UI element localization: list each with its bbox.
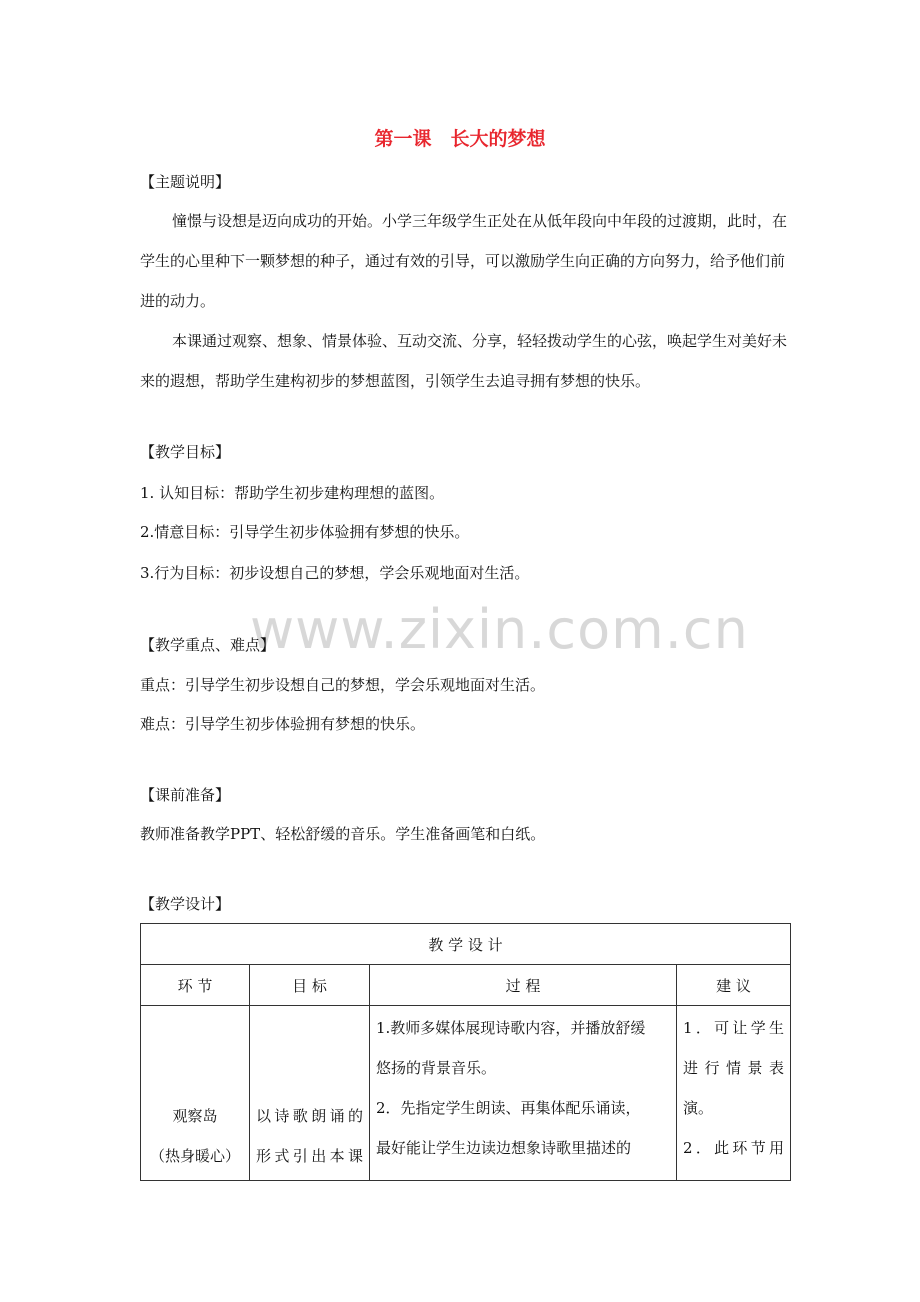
process-line-2: 悠扬的背景音乐。 — [376, 1059, 497, 1077]
stage-cell — [141, 1006, 250, 1181]
advice-line-4: 2．此环节用 — [683, 1139, 784, 1157]
theme-paragraph-2: 本课通过观察、想象、情景体验、互动交流、分享，轻轻拨动学生的心弦，唤起学生对美好未来的遐想，帮助学生建构初步的梦想蓝图，引领学生去追寻拥有梦想的快乐。 — [140, 332, 788, 390]
prep-text: 教师准备教学PPT、轻松舒缓的音乐。学生准备画笔和白纸。 — [140, 825, 546, 843]
design-heading: 【教学设计】 — [140, 895, 231, 913]
header-advice: 建 议 — [677, 965, 791, 1006]
goal-line-2: 形式引出本课 — [256, 1147, 363, 1165]
process-line-1: 1.教师多媒体展现诗歌内容，并播放舒缓 — [376, 1019, 646, 1037]
goal-line-1: 以诗歌朗诵的 — [256, 1107, 363, 1125]
table-caption-row — [141, 924, 791, 965]
process-line-4: 最好能让学生边读边想象诗歌里描述的 — [376, 1139, 632, 1157]
focus-heading: 【教学重点、难点】 — [140, 636, 276, 654]
focus-key-point: 重点：引导学生初步设想自己的梦想，学会乐观地面对生活。 — [140, 676, 546, 694]
advice-line-1: 1．可让学生 — [683, 1019, 784, 1037]
goal-cell — [250, 1006, 370, 1181]
header-process: 过 程 — [370, 965, 677, 1006]
goals-heading: 【教学目标】 — [140, 443, 231, 461]
focus-difficult-point: 难点：引导学生初步体验拥有梦想的快乐。 — [140, 715, 426, 733]
table-caption: 教 学 设 计 — [141, 924, 791, 965]
page-title: 第一课 长大的梦想 — [374, 128, 546, 150]
teaching-design-table — [140, 923, 791, 1181]
theme-heading: 【主题说明】 — [140, 173, 231, 191]
stage-name: 观察岛 — [172, 1107, 218, 1125]
process-cell — [370, 1006, 677, 1181]
advice-line-2: 进行情景表 — [683, 1059, 784, 1077]
watermark: www.zixin.com.cn — [250, 598, 749, 661]
header-goal: 目 标 — [250, 965, 370, 1006]
advice-line-3: 演。 — [683, 1099, 714, 1117]
prep-heading: 【课前准备】 — [140, 786, 231, 804]
goal-item-2: 2.情意目标：引导学生初步体验拥有梦想的快乐。 — [140, 523, 470, 541]
table-header-row — [141, 965, 791, 1006]
advice-cell — [677, 1006, 791, 1181]
process-line-3: 2．先指定学生朗读、再集体配乐诵读， — [376, 1099, 641, 1117]
theme-paragraph-1: 憧憬与设想是迈向成功的开始。小学三年级学生正处在从低年段向中年段的过渡期，此时，在学生的心里种下一颗梦想的种子，通过有效的引导，可以激励学生向正确的方向努力，给予他们前进的动力。 — [140, 212, 788, 310]
stage-subtitle: （热身暖心） — [149, 1147, 240, 1165]
table-row — [141, 1006, 791, 1181]
header-stage: 环 节 — [141, 965, 250, 1006]
goal-item-3: 3.行为目标：初步设想自己的梦想，学会乐观地面对生活。 — [140, 564, 530, 582]
goal-item-1: 1. 认知目标：帮助学生初步建构理想的蓝图。 — [140, 484, 445, 502]
